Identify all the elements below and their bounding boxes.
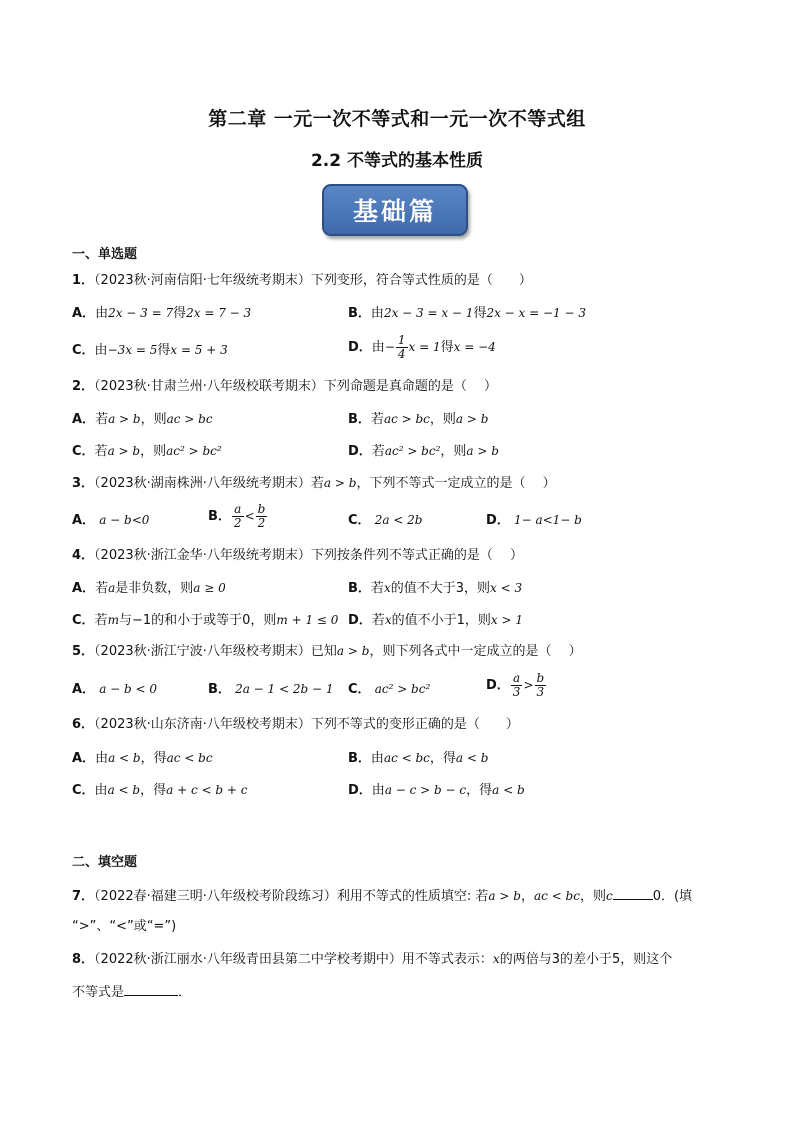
option-text: 若 xyxy=(94,613,108,628)
q5-option-a[interactable] xyxy=(72,680,157,699)
option-letter: D． xyxy=(348,340,372,355)
math-expression: a ≥ 0 xyxy=(193,581,226,595)
question-stem: 下列不等式的变形正确的是（ ） xyxy=(310,717,519,732)
option-text: 得 xyxy=(157,343,171,358)
option-text: 得 xyxy=(173,306,187,321)
option-text: ，得 xyxy=(140,783,167,798)
math-expression: a < b xyxy=(107,783,141,797)
section-heading-fill-blank: 二、填空题 xyxy=(72,855,138,870)
math-expression: 2a − 1 < 2b − 1 xyxy=(235,682,334,696)
math-expression: x < 3 xyxy=(490,581,523,595)
option-text: ，则 xyxy=(140,412,167,427)
math-variable: x xyxy=(492,952,500,966)
fraction xyxy=(511,672,523,699)
math-variable: x xyxy=(384,613,392,627)
math-expression: a < b xyxy=(455,751,489,765)
option-text: 若 xyxy=(371,613,385,628)
option-text: 若 xyxy=(95,581,109,596)
math-expression: a < b xyxy=(108,751,141,765)
question-number: 6． xyxy=(72,717,95,732)
question-number: 5． xyxy=(72,644,95,659)
option-text: ，则 xyxy=(140,444,167,459)
option-text: 的值不大于3，则 xyxy=(390,581,490,596)
question-stem: 利用不等式的性质填空: 若 xyxy=(336,889,489,904)
option-text: 由 xyxy=(371,783,385,798)
question-stem: 用不等式表示： xyxy=(401,952,493,967)
option-letter: C． xyxy=(348,513,371,528)
math-expression: ac² > bc² xyxy=(374,682,431,696)
question-source: （2023秋·山东济南·八年级校考期末） xyxy=(94,717,311,732)
question-source: （2023秋·浙江金华·八年级统考期末） xyxy=(94,548,311,563)
option-letter: B． xyxy=(348,306,371,321)
math-expression: x = 1 xyxy=(408,340,441,354)
q2-option-c[interactable] xyxy=(72,442,222,461)
math-expression: ac < bc xyxy=(166,751,213,765)
question-number: 7． xyxy=(72,889,95,904)
option-letter: D． xyxy=(348,613,372,628)
option-letter: A． xyxy=(72,412,96,427)
fraction-denominator: 3 xyxy=(512,685,521,699)
math-expression: x > 1 xyxy=(490,613,523,627)
math-operator: > xyxy=(523,678,534,692)
math-expression: 2x − 3 = 7 xyxy=(108,306,174,320)
question-stem: 下列按条件列不等式正确的是（ ） xyxy=(310,548,524,563)
math-expression: ac < bc xyxy=(533,889,580,903)
q2-option-b[interactable] xyxy=(348,410,488,429)
fraction-numerator: b xyxy=(536,671,545,685)
fraction-numerator: 1 xyxy=(397,333,406,347)
math-expression: ac < bc xyxy=(383,751,430,765)
option-text: 由 xyxy=(94,783,108,798)
math-expression: −3x = 5 xyxy=(107,343,158,357)
math-variable: a xyxy=(108,581,116,595)
math-variable: m xyxy=(107,613,119,627)
option-text: 由 xyxy=(370,306,384,321)
math-expression: m + 1 ≤ 0 xyxy=(276,613,339,627)
q4-option-d[interactable] xyxy=(348,611,523,630)
math-expression: a > b xyxy=(323,476,357,490)
math-expression: a > b xyxy=(488,889,521,903)
answer-blank[interactable] xyxy=(613,887,653,900)
option-text: 由 xyxy=(370,751,384,766)
math-expression: a < b xyxy=(492,783,525,797)
fraction xyxy=(232,503,244,530)
fraction xyxy=(535,672,547,699)
option-letter: B． xyxy=(348,412,371,427)
question-number: 3． xyxy=(72,476,95,491)
fraction xyxy=(396,334,408,361)
question-7 xyxy=(72,887,692,906)
option-text: 若 xyxy=(370,412,384,427)
option-letter: D． xyxy=(486,678,510,693)
option-letter: A． xyxy=(72,513,96,528)
q5-option-c[interactable] xyxy=(348,680,430,699)
option-text: 若 xyxy=(370,581,384,596)
q3-option-d[interactable] xyxy=(486,511,582,530)
option-letter: A． xyxy=(72,682,96,697)
q1-option-d[interactable] xyxy=(348,334,496,361)
question-number: 8． xyxy=(72,952,95,967)
option-text: 的值不小于1，则 xyxy=(391,613,491,628)
question-8 xyxy=(72,950,672,969)
math-expression: a > b xyxy=(108,412,141,426)
question-stem: 0．(填 xyxy=(652,889,693,904)
fraction-numerator: a xyxy=(511,672,523,686)
question-6 xyxy=(72,716,519,734)
option-text: ，得 xyxy=(140,751,167,766)
q6-option-c[interactable] xyxy=(72,781,247,800)
math-expression: 2a < 2b xyxy=(374,513,423,527)
option-letter: C． xyxy=(72,613,95,628)
math-expression: ac² > bc² xyxy=(166,444,222,458)
option-letter: D． xyxy=(348,444,372,459)
question-source: （2023秋·湖南株洲·八年级统考期末） xyxy=(94,476,311,491)
answer-blank[interactable] xyxy=(124,983,178,996)
option-text: 是非负数，则 xyxy=(115,581,194,596)
option-text: ，得 xyxy=(466,783,493,798)
fraction-denominator: 4 xyxy=(397,347,406,361)
option-text: 由 xyxy=(95,306,109,321)
option-letter: D． xyxy=(348,783,372,798)
fraction-denominator: 2 xyxy=(257,516,266,530)
question-3 xyxy=(72,474,556,493)
option-text: ，得 xyxy=(429,751,456,766)
question-source: （2022秋·浙江丽水·八年级青田县第二中学校考期中） xyxy=(94,952,402,967)
question-stem: 不等式是 xyxy=(72,985,125,1000)
q6-option-b[interactable] xyxy=(348,749,488,768)
option-letter: B． xyxy=(208,509,231,524)
q1-option-a[interactable] xyxy=(72,304,251,323)
math-expression: a + c < b + c xyxy=(166,783,248,797)
math-expression: − xyxy=(384,340,395,354)
fraction xyxy=(256,503,268,530)
option-text: 若 xyxy=(371,444,385,459)
math-expression: a − b<0 xyxy=(99,513,150,527)
question-source: （2023秋·甘肃兰州·八年级校联考期末） xyxy=(94,379,324,394)
math-expression: ac > bc xyxy=(166,412,213,426)
option-letter: B． xyxy=(208,682,231,697)
option-letter: B． xyxy=(348,751,371,766)
section-heading-single-choice: 一、单选题 xyxy=(72,247,138,262)
level-badge: 基础篇 xyxy=(322,184,468,236)
math-expression: a > b xyxy=(455,412,489,426)
question-2 xyxy=(72,378,497,396)
q2-option-a[interactable] xyxy=(72,410,213,429)
math-expression: x = 5 + 3 xyxy=(170,343,228,357)
option-text: 由 xyxy=(94,343,108,358)
fraction-denominator: 2 xyxy=(233,516,242,530)
question-7-continued: “>”、“<”或“=”) xyxy=(72,919,177,934)
option-letter: A． xyxy=(72,751,96,766)
question-8-continued xyxy=(72,983,191,1002)
question-stem: ，则 xyxy=(579,889,606,904)
question-stem: ，下列不等式一定成立的是（ ） xyxy=(356,476,556,491)
math-expression: a − c > b − c xyxy=(384,783,467,797)
q4-option-a[interactable] xyxy=(72,579,226,598)
math-expression: ac > bc xyxy=(383,412,430,426)
option-text: ，则 xyxy=(440,444,467,459)
math-expression: a − b < 0 xyxy=(99,682,158,696)
q2-option-d[interactable] xyxy=(348,442,499,461)
math-variable: c xyxy=(605,889,613,903)
option-text: ，则 xyxy=(429,412,456,427)
q3-option-b[interactable] xyxy=(208,503,268,530)
q3-option-a[interactable] xyxy=(72,511,149,530)
question-source: （2023秋·河南信阳·七年级统考期末） xyxy=(94,273,311,288)
question-number: 1． xyxy=(72,273,95,288)
option-letter: C． xyxy=(348,682,371,697)
math-expression: a > b xyxy=(107,444,141,458)
option-letter: B． xyxy=(348,581,371,596)
q1-option-c[interactable] xyxy=(72,341,228,360)
math-expression: x = −4 xyxy=(453,340,496,354)
question-stem: ． xyxy=(178,985,192,1000)
option-letter: C． xyxy=(72,783,95,798)
q5-option-d[interactable] xyxy=(486,672,547,699)
option-text: 由 xyxy=(95,751,109,766)
fraction-numerator: b xyxy=(257,502,266,516)
question-5 xyxy=(72,642,582,661)
question-stem: 下列变形，符合等式性质的是（ ） xyxy=(310,273,532,288)
question-stem-prefix: 已知 xyxy=(310,644,337,659)
question-4 xyxy=(72,547,523,565)
option-text: 得 xyxy=(440,340,454,355)
math-expression: 2x − x = −1 − 3 xyxy=(486,306,586,320)
option-text: 与−1的和小于或等于0，则 xyxy=(118,613,277,628)
q6-option-d[interactable] xyxy=(348,781,525,800)
question-number: 2． xyxy=(72,379,95,394)
question-source: （2023秋·浙江宁波·八年级校考期末） xyxy=(94,644,311,659)
math-expression: a > b xyxy=(336,644,370,658)
question-stem: 下列命题是真命题的是（ ） xyxy=(323,379,498,394)
q4-option-b[interactable] xyxy=(348,579,522,598)
question-stem: ，则下列各式中一定成立的是（ ） xyxy=(369,644,582,659)
math-variable: x xyxy=(383,581,391,595)
question-1 xyxy=(72,272,532,290)
math-expression: 2x = 7 − 3 xyxy=(186,306,252,320)
math-expression: 1− a<1− b xyxy=(513,513,582,527)
option-letter: C． xyxy=(72,343,95,358)
q6-option-a[interactable] xyxy=(72,749,213,768)
section-title: 2.2 不等式的基本性质 xyxy=(310,151,484,171)
fraction-numerator: a xyxy=(232,503,244,517)
math-expression: 2x − 3 = x − 1 xyxy=(383,306,474,320)
question-stem: ， xyxy=(520,889,534,904)
question-source: （2022春·福建三明·八年级校考阶段练习） xyxy=(94,889,337,904)
math-expression: ac² > bc² xyxy=(384,444,441,458)
option-letter: A． xyxy=(72,306,96,321)
option-letter: D． xyxy=(486,513,510,528)
q1-option-b[interactable] xyxy=(348,304,586,323)
chapter-title: 第二章 一元一次不等式和一元一次不等式组 xyxy=(208,108,586,130)
option-letter: A． xyxy=(72,581,96,596)
q4-option-c[interactable] xyxy=(72,611,338,630)
option-text: 得 xyxy=(473,306,487,321)
q5-option-b[interactable] xyxy=(208,680,334,699)
option-text: 由 xyxy=(371,340,385,355)
question-stem: 的两倍与3的差小于5，则这个 xyxy=(499,952,673,967)
option-text: 若 xyxy=(95,412,109,427)
math-operator: < xyxy=(244,509,255,523)
fraction-denominator: 3 xyxy=(536,685,545,699)
q3-option-c[interactable] xyxy=(348,511,422,530)
option-letter: C． xyxy=(72,444,95,459)
math-expression: a > b xyxy=(466,444,499,458)
question-number: 4． xyxy=(72,548,95,563)
option-text: 若 xyxy=(94,444,108,459)
question-stem-prefix: 若 xyxy=(310,476,324,491)
